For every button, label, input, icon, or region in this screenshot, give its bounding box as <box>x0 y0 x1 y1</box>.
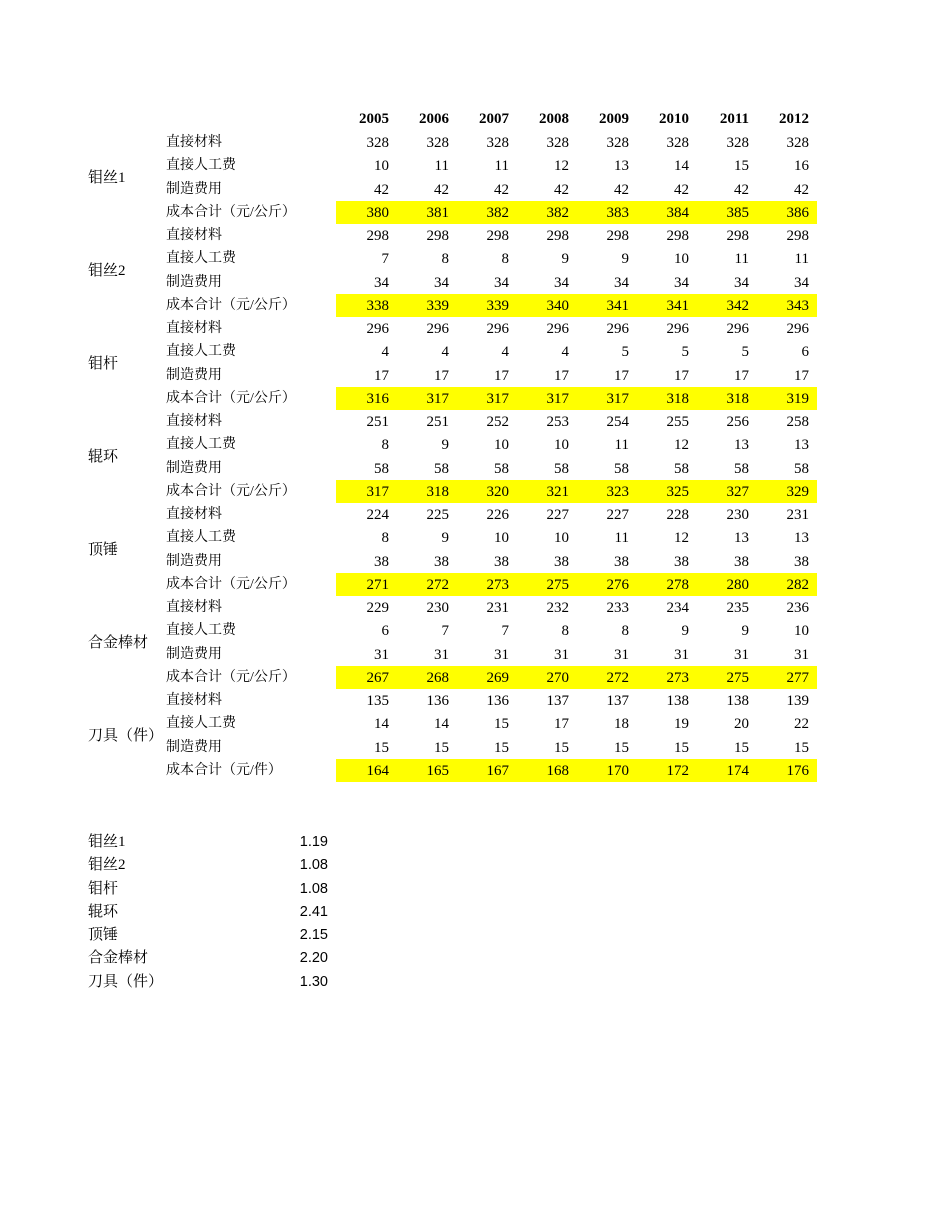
value-cell: 38 <box>554 553 569 570</box>
value-cell: 4 <box>381 344 389 361</box>
row-label: 直接人工费 <box>166 158 236 174</box>
total-cell: 338 <box>366 297 389 314</box>
value-cell: 12 <box>554 158 569 175</box>
total-cell: 381 <box>426 204 449 221</box>
value-cell: 34 <box>374 274 389 291</box>
total-cell: 317 <box>366 483 389 500</box>
value-cell: 15 <box>734 158 749 175</box>
value-cell: 13 <box>794 530 809 547</box>
total-row-label: 成本合计（元/公斤） <box>166 576 296 592</box>
total-row-label: 成本合计（元/公斤） <box>166 297 296 313</box>
value-cell: 42 <box>434 181 449 198</box>
value-cell: 58 <box>494 460 509 477</box>
value-cell: 17 <box>674 367 689 384</box>
summary-value: 2.41 <box>299 903 328 920</box>
value-cell: 11 <box>734 251 749 268</box>
summary-product-name: 钼丝1 <box>88 834 126 850</box>
row-label: 制造费用 <box>166 274 222 290</box>
value-cell: 31 <box>794 646 809 663</box>
value-cell: 10 <box>494 437 509 454</box>
value-cell: 8 <box>621 623 629 640</box>
value-cell: 258 <box>786 414 809 430</box>
summary-value: 1.19 <box>299 834 328 850</box>
value-cell: 58 <box>434 460 449 477</box>
row-label: 制造费用 <box>166 181 222 197</box>
total-cell: 329 <box>786 483 809 500</box>
total-cell: 268 <box>426 669 449 686</box>
value-cell: 11 <box>794 251 809 268</box>
year-header-2006: 2006 <box>419 111 449 127</box>
value-cell: 236 <box>786 600 809 616</box>
total-row-label: 成本合计（元/公斤） <box>166 483 296 499</box>
value-cell: 137 <box>606 693 629 709</box>
value-cell: 31 <box>374 646 389 663</box>
value-cell: 10 <box>554 437 569 454</box>
value-cell: 225 <box>426 507 449 523</box>
value-cell: 255 <box>666 414 689 430</box>
value-cell: 34 <box>494 274 509 291</box>
value-cell: 12 <box>674 437 689 454</box>
value-cell: 328 <box>546 135 569 151</box>
total-cell: 167 <box>486 762 509 779</box>
value-cell: 17 <box>614 367 629 384</box>
value-cell: 298 <box>486 228 509 244</box>
total-cell: 341 <box>666 297 689 314</box>
value-cell: 8 <box>381 437 389 454</box>
value-cell: 31 <box>434 646 449 663</box>
value-cell: 15 <box>374 739 389 756</box>
year-header-2012: 2012 <box>779 111 809 127</box>
total-cell: 267 <box>366 669 389 686</box>
total-cell: 272 <box>606 669 629 686</box>
summary-value: 1.08 <box>299 880 328 897</box>
value-cell: 38 <box>494 553 509 570</box>
value-cell: 34 <box>554 274 569 291</box>
year-header-2010: 2010 <box>659 111 689 127</box>
value-cell: 5 <box>741 344 749 361</box>
value-cell: 8 <box>381 530 389 547</box>
product-name: 钼杆 <box>88 355 119 372</box>
value-cell: 13 <box>614 158 629 175</box>
value-cell: 9 <box>441 437 449 454</box>
row-label: 直接人工费 <box>166 437 236 453</box>
value-cell: 298 <box>666 228 689 244</box>
value-cell: 137 <box>546 693 569 709</box>
value-cell: 10 <box>554 530 569 547</box>
total-cell: 164 <box>366 762 389 779</box>
total-cell: 275 <box>546 576 569 593</box>
value-cell: 328 <box>666 135 689 151</box>
total-cell: 320 <box>486 483 509 500</box>
row-label: 直接材料 <box>166 321 222 336</box>
value-cell: 296 <box>546 321 569 337</box>
value-cell: 256 <box>726 414 749 430</box>
value-cell: 227 <box>546 507 569 523</box>
total-cell: 343 <box>786 297 809 314</box>
total-cell: 385 <box>726 204 749 221</box>
value-cell: 42 <box>734 181 749 198</box>
total-cell: 273 <box>666 669 689 686</box>
summary-product-name: 顶锤 <box>88 927 119 943</box>
total-cell: 317 <box>426 390 449 407</box>
value-cell: 38 <box>794 553 809 570</box>
total-cell: 176 <box>786 762 809 779</box>
product-name: 刀具（件） <box>88 727 164 744</box>
value-cell: 15 <box>554 739 569 756</box>
value-cell: 298 <box>426 228 449 244</box>
total-cell: 277 <box>786 669 809 686</box>
value-cell: 227 <box>606 507 629 523</box>
value-cell: 328 <box>486 135 509 151</box>
value-cell: 15 <box>614 739 629 756</box>
value-cell: 9 <box>681 623 689 640</box>
value-cell: 42 <box>794 181 809 198</box>
value-cell: 31 <box>614 646 629 663</box>
value-cell: 9 <box>621 251 629 268</box>
total-cell: 170 <box>606 762 629 779</box>
value-cell: 9 <box>441 530 449 547</box>
summary-value: 2.15 <box>299 927 328 943</box>
value-cell: 17 <box>554 716 569 733</box>
total-row-label: 成本合计（元/公斤） <box>166 669 296 685</box>
summary-value: 1.08 <box>299 857 328 874</box>
value-cell: 34 <box>434 274 449 291</box>
value-cell: 11 <box>614 530 629 547</box>
total-cell: 384 <box>666 204 689 221</box>
value-cell: 298 <box>366 228 389 244</box>
total-cell: 341 <box>606 297 629 314</box>
value-cell: 136 <box>426 693 449 709</box>
row-label: 制造费用 <box>166 460 222 476</box>
value-cell: 298 <box>786 228 809 244</box>
total-cell: 386 <box>786 204 809 221</box>
row-label: 直接材料 <box>166 414 222 429</box>
row-label: 直接人工费 <box>166 530 236 546</box>
value-cell: 19 <box>674 716 689 733</box>
value-cell: 13 <box>734 437 749 454</box>
value-cell: 14 <box>434 716 449 733</box>
value-cell: 34 <box>614 274 629 291</box>
value-cell: 231 <box>786 507 809 523</box>
value-cell: 15 <box>734 739 749 756</box>
value-cell: 7 <box>441 623 449 640</box>
total-cell: 317 <box>606 390 629 407</box>
row-label: 直接人工费 <box>166 623 236 639</box>
value-cell: 15 <box>674 739 689 756</box>
year-header-2007: 2007 <box>479 111 509 127</box>
value-cell: 20 <box>734 716 749 733</box>
summary-product-name: 钼杆 <box>88 880 119 897</box>
value-cell: 328 <box>606 135 629 151</box>
value-cell: 224 <box>366 507 389 523</box>
total-cell: 275 <box>726 669 749 686</box>
value-cell: 8 <box>441 251 449 268</box>
value-cell: 328 <box>786 135 809 151</box>
total-row-label: 成本合计（元/公斤） <box>166 204 296 220</box>
total-cell: 321 <box>546 483 569 500</box>
total-cell: 339 <box>486 297 509 314</box>
total-cell: 271 <box>366 576 389 593</box>
value-cell: 31 <box>674 646 689 663</box>
value-cell: 226 <box>486 507 509 523</box>
total-cell: 172 <box>666 762 689 779</box>
value-cell: 15 <box>794 739 809 756</box>
value-cell: 139 <box>786 693 809 709</box>
value-cell: 10 <box>794 623 809 640</box>
row-label: 制造费用 <box>166 739 222 755</box>
total-cell: 325 <box>666 483 689 500</box>
value-cell: 298 <box>546 228 569 244</box>
value-cell: 252 <box>486 414 509 430</box>
value-cell: 58 <box>674 460 689 477</box>
value-cell: 22 <box>794 716 809 733</box>
product-name: 顶锤 <box>88 541 119 558</box>
total-cell: 278 <box>666 576 689 593</box>
total-cell: 342 <box>726 297 749 314</box>
total-cell: 339 <box>426 297 449 314</box>
product-name: 钼丝1 <box>88 169 126 186</box>
total-cell: 318 <box>666 390 689 407</box>
value-cell: 230 <box>426 600 449 616</box>
total-cell: 382 <box>486 204 509 221</box>
value-cell: 328 <box>366 135 389 151</box>
value-cell: 15 <box>494 739 509 756</box>
value-cell: 136 <box>486 693 509 709</box>
value-cell: 254 <box>606 414 629 430</box>
total-cell: 282 <box>786 576 809 593</box>
value-cell: 58 <box>794 460 809 477</box>
value-cell: 9 <box>561 251 569 268</box>
total-cell: 269 <box>486 669 509 686</box>
value-cell: 5 <box>621 344 629 361</box>
value-cell: 235 <box>726 600 749 616</box>
row-label: 制造费用 <box>166 367 222 383</box>
total-cell: 323 <box>606 483 629 500</box>
value-cell: 31 <box>554 646 569 663</box>
total-row-label: 成本合计（元/公斤） <box>166 390 296 406</box>
value-cell: 4 <box>441 344 449 361</box>
total-cell: 174 <box>726 762 749 779</box>
product-name: 辊环 <box>88 448 119 465</box>
value-cell: 13 <box>794 437 809 454</box>
total-cell: 276 <box>606 576 629 593</box>
row-label: 直接材料 <box>166 228 222 243</box>
value-cell: 38 <box>734 553 749 570</box>
value-cell: 233 <box>606 600 629 616</box>
value-cell: 6 <box>801 344 809 361</box>
total-cell: 165 <box>426 762 449 779</box>
value-cell: 9 <box>741 623 749 640</box>
value-cell: 11 <box>614 437 629 454</box>
value-cell: 251 <box>366 414 389 430</box>
value-cell: 18 <box>614 716 629 733</box>
total-cell: 340 <box>546 297 569 314</box>
value-cell: 296 <box>366 321 389 337</box>
value-cell: 5 <box>681 344 689 361</box>
total-cell: 318 <box>426 483 449 500</box>
value-cell: 13 <box>734 530 749 547</box>
total-cell: 319 <box>786 390 809 407</box>
total-cell: 316 <box>366 390 389 407</box>
value-cell: 42 <box>674 181 689 198</box>
value-cell: 231 <box>486 600 509 616</box>
row-label: 直接人工费 <box>166 716 236 732</box>
value-cell: 17 <box>494 367 509 384</box>
value-cell: 17 <box>554 367 569 384</box>
summary-product-name: 钼丝2 <box>88 857 126 874</box>
value-cell: 296 <box>486 321 509 337</box>
value-cell: 138 <box>666 693 689 709</box>
value-cell: 31 <box>734 646 749 663</box>
value-cell: 298 <box>606 228 629 244</box>
value-cell: 251 <box>426 414 449 430</box>
value-cell: 17 <box>734 367 749 384</box>
total-cell: 272 <box>426 576 449 593</box>
value-cell: 135 <box>366 693 389 709</box>
value-cell: 10 <box>494 530 509 547</box>
value-cell: 38 <box>374 553 389 570</box>
total-cell: 382 <box>546 204 569 221</box>
value-cell: 11 <box>494 158 509 175</box>
value-cell: 17 <box>374 367 389 384</box>
product-name: 合金棒材 <box>88 634 149 651</box>
total-cell: 280 <box>726 576 749 593</box>
value-cell: 232 <box>546 600 569 616</box>
value-cell: 34 <box>674 274 689 291</box>
value-cell: 6 <box>381 623 389 640</box>
value-cell: 15 <box>494 716 509 733</box>
value-cell: 296 <box>426 321 449 337</box>
value-cell: 14 <box>674 158 689 175</box>
value-cell: 58 <box>374 460 389 477</box>
row-label: 制造费用 <box>166 646 222 662</box>
value-cell: 42 <box>554 181 569 198</box>
row-label: 制造费用 <box>166 553 222 569</box>
total-cell: 317 <box>486 390 509 407</box>
value-cell: 8 <box>501 251 509 268</box>
total-row-label: 成本合计（元/件） <box>166 762 282 778</box>
row-label: 直接人工费 <box>166 344 236 360</box>
total-cell: 327 <box>726 483 749 500</box>
value-cell: 10 <box>374 158 389 175</box>
year-header-2011: 2011 <box>719 111 749 127</box>
total-cell: 273 <box>486 576 509 593</box>
summary-product-name: 刀具（件） <box>88 973 164 990</box>
value-cell: 328 <box>726 135 749 151</box>
value-cell: 296 <box>666 321 689 337</box>
value-cell: 58 <box>734 460 749 477</box>
value-cell: 138 <box>726 693 749 709</box>
value-cell: 229 <box>366 600 389 616</box>
total-cell: 383 <box>606 204 629 221</box>
value-cell: 11 <box>434 158 449 175</box>
year-header-2005: 2005 <box>359 111 389 127</box>
value-cell: 34 <box>734 274 749 291</box>
value-cell: 14 <box>374 716 389 733</box>
value-cell: 328 <box>426 135 449 151</box>
total-cell: 380 <box>366 204 389 221</box>
value-cell: 42 <box>374 181 389 198</box>
value-cell: 16 <box>794 158 809 175</box>
summary-value: 2.20 <box>299 950 328 967</box>
value-cell: 42 <box>614 181 629 198</box>
value-cell: 230 <box>726 507 749 523</box>
row-label: 直接材料 <box>166 600 222 615</box>
value-cell: 10 <box>674 251 689 268</box>
value-cell: 17 <box>794 367 809 384</box>
value-cell: 31 <box>494 646 509 663</box>
row-label: 直接人工费 <box>166 251 236 267</box>
value-cell: 296 <box>786 321 809 337</box>
value-cell: 58 <box>554 460 569 477</box>
row-label: 直接材料 <box>166 135 222 150</box>
value-cell: 228 <box>666 507 689 523</box>
year-header-2009: 2009 <box>599 111 629 127</box>
value-cell: 42 <box>494 181 509 198</box>
value-cell: 298 <box>726 228 749 244</box>
row-label: 直接材料 <box>166 507 222 522</box>
value-cell: 17 <box>434 367 449 384</box>
total-cell: 270 <box>546 669 569 686</box>
value-cell: 38 <box>614 553 629 570</box>
value-cell: 15 <box>434 739 449 756</box>
value-cell: 8 <box>561 623 569 640</box>
total-cell: 168 <box>546 762 569 779</box>
year-header-2008: 2008 <box>539 111 569 127</box>
row-label: 直接材料 <box>166 693 222 708</box>
value-cell: 234 <box>666 600 689 616</box>
value-cell: 12 <box>674 530 689 547</box>
total-cell: 318 <box>726 390 749 407</box>
value-cell: 4 <box>561 344 569 361</box>
summary-product-name: 合金棒材 <box>88 950 149 967</box>
value-cell: 34 <box>794 274 809 291</box>
value-cell: 38 <box>434 553 449 570</box>
summary-value: 1.30 <box>299 973 328 990</box>
value-cell: 296 <box>606 321 629 337</box>
value-cell: 7 <box>501 623 509 640</box>
value-cell: 4 <box>501 344 509 361</box>
product-name: 钼丝2 <box>88 262 126 279</box>
value-cell: 296 <box>726 321 749 337</box>
summary-product-name: 辊环 <box>88 903 119 920</box>
value-cell: 253 <box>546 414 569 430</box>
value-cell: 38 <box>674 553 689 570</box>
value-cell: 58 <box>614 460 629 477</box>
total-cell: 317 <box>546 390 569 407</box>
value-cell: 7 <box>381 251 389 268</box>
